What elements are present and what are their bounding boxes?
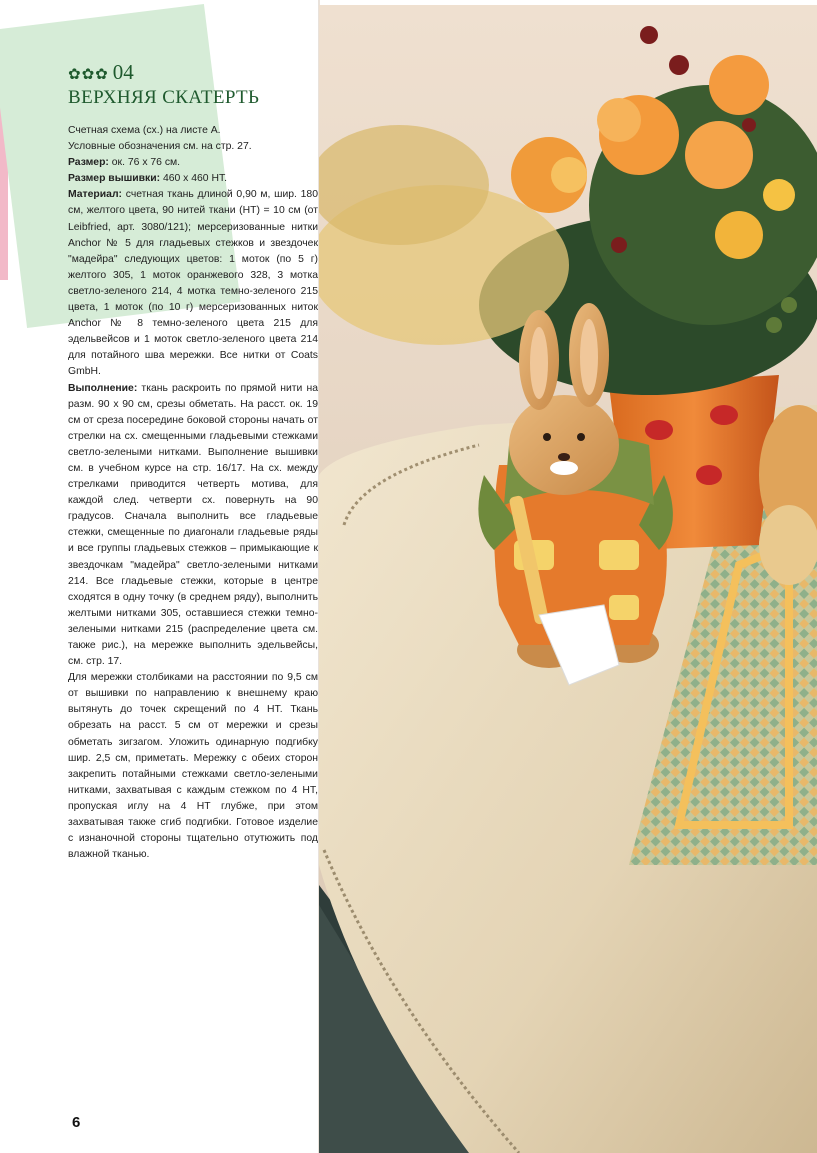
project-number: 04 bbox=[112, 60, 134, 84]
material-label: Материал: bbox=[68, 189, 123, 201]
material-paragraph bbox=[68, 187, 318, 380]
embroidery-size-line bbox=[68, 171, 318, 187]
work-paragraph bbox=[68, 381, 318, 671]
legend-reference: Условные обозначения см. на стр. 27. bbox=[68, 141, 252, 153]
page-number: 6 bbox=[72, 1114, 81, 1131]
project-header bbox=[68, 60, 318, 85]
tablecloth-photo bbox=[319, 5, 817, 1153]
embroidery-size-value: 460 x 460 НТ. bbox=[160, 173, 228, 185]
material-text: счетная ткань длиной 0,90 м, шир. 180 см, желтого цвета, 90 нитей ткани (НТ) = 10 см (от Leibfried, арт. 3080/121); мерсеризованные нитки Anchor № 5 для гладьевых стежков и звездочек "мадейра" следующих цветов: 1 моток (по 5 г) желтого 305, 1 моток оранжевого 328, 3 мотка светло-зеленого 214, 4 мотка темно-зеленого 215 цвета, 1 моток (по 10 г) мерсеризованных ниток Anchor № 8 темно-зеленого цвета 215 для эдельвейсов и 1 моток светло-зеленого цвета 214 для потайного шва мережки. Все нитки от Coats GmbH. bbox=[68, 189, 318, 378]
work-text: ткань раскроить по прямой нити на разм. 90 x 90 см, срезы обметать. На расст. ок. 19 см от среза посередине боковой стороны начать от стрелки на сх. смещенными гладьевыми стежками светло-зелеными нитками. Выполнение вышивки см. в учебном курсе на стр. 16/17. На сх. между стрелками приводится четверть мотива, для каждой след. четверти сх. повернуть на 90 градусов. Сначала выполнить все гладьевые стежки, смещенные по диагонали гладьевые ряды и все группы гладьевых стежков – примыкающие к звездочкам "мадейра" светло-зелеными нитками 214. Все гладьевые стежки, которые в центре сходятся в одну точку (в среднем ряду), выполнить желтыми нитками 305, оставшиеся стежки темно-зелеными нитками 215 (распределение цвета см. также рис.), на мережке выполнить эдельвейсы, см. стр. 17. bbox=[68, 382, 318, 668]
size-line bbox=[68, 155, 318, 171]
work-label: Выполнение: bbox=[68, 382, 138, 394]
embroidery-size-label: Размер вышивки: bbox=[68, 173, 161, 185]
project-title: ВЕРХНЯЯ СКАТЕРТЬ bbox=[68, 87, 260, 108]
text-column bbox=[68, 60, 318, 863]
size-value: ок. 76 x 76 см. bbox=[108, 157, 181, 169]
difficulty-rating-icon: ✿✿✿ bbox=[68, 65, 109, 83]
finishing-paragraph: Для мережки столбиками на расстоянии по 9,5 см от вышивки по направлению к внешнему краю вытянуть до точек скрещений по 4 НТ. Ткань обрезать на расст. 5 см от мережки и срезы обметать зигзагом. Уложить одинарную подгибку шир. 2,5 см, приметать. Мережку с обеих сторон закрепить потайными стежками светло-зелеными нитками, захватывая с каждым стежком по 4 НТ, пропуская иглу на 4 НТ глубже, при этом захватывая также сгиб подгибки. Готовое изделие с изнаночной стороны тщательно отутюжить под влажной тканью. bbox=[68, 672, 318, 861]
chart-reference: Счетная схема (сх.) на листе А. bbox=[68, 125, 221, 136]
photo-illustration bbox=[319, 5, 817, 1153]
size-label: Размер: bbox=[68, 157, 109, 169]
